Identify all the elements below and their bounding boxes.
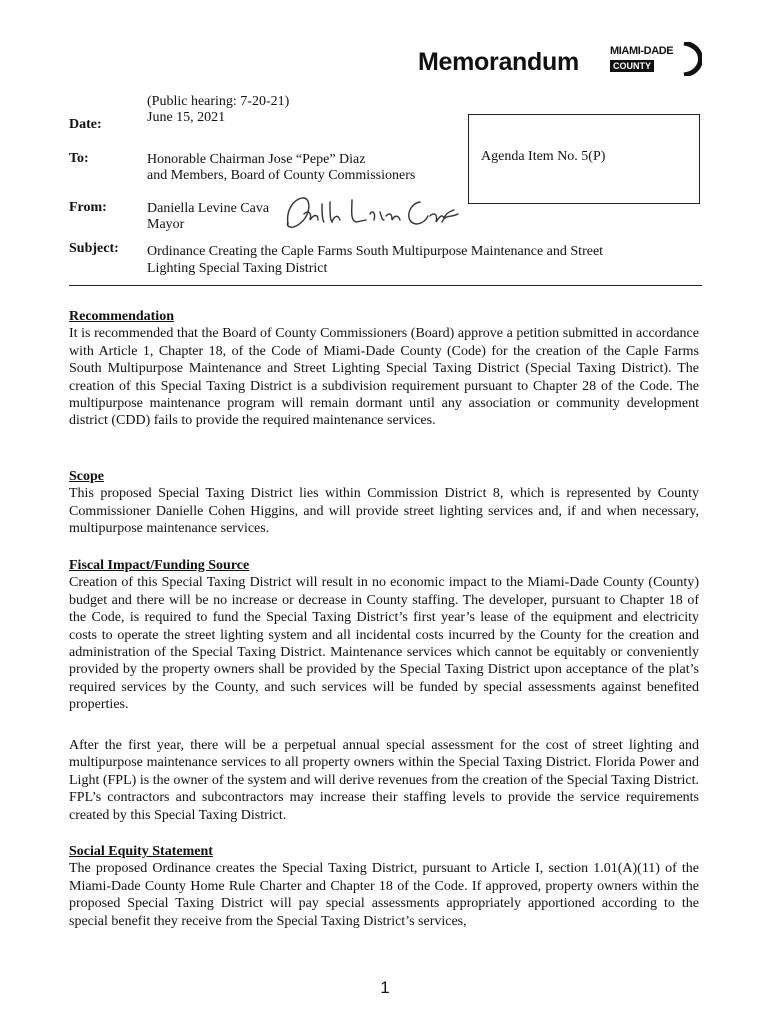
agenda-item-text: Agenda Item No. 5(P)	[481, 149, 606, 164]
subject-label: Subject:	[69, 241, 119, 256]
equity-text: The proposed Ordinance creates the Special Taxing District, pursuant to Article I, section 1.01(A)(11) of the Miami-Dade County Home Rule Charter and Chapter 18 of the Code. If approved, property owners within the proposed Special Taxing District will pay special assessments appropriately apportioned according to the special benefit they receive from the Special Taxing District’s services,	[69, 861, 699, 929]
to-label: To:	[69, 151, 89, 166]
scope-text: This proposed Special Taxing District lies within Commission District 8, which is represented by County Commissioner Danielle Cohen Higgins, and will provide street lighting services and, if and when necessary, multipurpose maintenance services.	[69, 486, 699, 537]
equity-section	[69, 843, 699, 930]
date-value: June 15, 2021	[147, 110, 226, 125]
logo-arc-icon	[682, 42, 702, 76]
fiscal-text-2: After the first year, there will be a perpetual annual special assessment for the cost of street lighting and multipurpose maintenance services to all property owners within the Special Taxing District. Florida Power and Light (FPL) is the owner of the system and will derive revenues from the creation of the Special Taxing District. FPL’s contractors and subcontractors may increase their staffing levels to provide the service requirements created by this Special Taxing District.	[69, 738, 699, 823]
from-line-1: Daniella Levine Cava	[147, 201, 270, 216]
subject-line-1: Ordinance Creating the Caple Farms South Multipurpose Maintenance and Street	[147, 244, 604, 259]
memo-title: Memorandum	[418, 48, 579, 76]
page-number: 1	[380, 978, 390, 997]
fiscal-section	[69, 557, 699, 714]
equity-heading: Social Equity Statement	[69, 844, 213, 859]
fiscal-heading: Fiscal Impact/Funding Source	[69, 558, 250, 573]
scope-heading: Scope	[69, 469, 104, 484]
logo-text-line2: COUNTY	[610, 60, 654, 72]
fiscal-text: Creation of this Special Taxing District will result in no economic impact to the Miami-Dade County (County) budget and there will be no increase or decrease in County staffing. The developer, pursuant to Chapter 18 of the Code, is required to fund the Special Taxing District’s first year’s lease of the equipment and electricity costs to operate the street lighting system and all incidental costs incurred by the County for the creation and administration of the Special Taxing District. Maintenance services which cannot be equitably or conveniently provided by the property owners shall be provided by the Special Taxing District upon acceptance of the plat’s required services by the County, and such services will be funded by special assessments against benefited properties.	[69, 575, 699, 713]
date-label: Date:	[69, 117, 102, 132]
subject-line-2: Lighting Special Taxing District	[147, 261, 328, 276]
recommendation-text: It is recommended that the Board of County Commissioners (Board) approve a petition submitted in accordance with Article 1, Chapter 18, of the Code of Miami-Dade County (Code) for the creation of the Caple Farms South Multipurpose Maintenance and Street Lighting Special Taxing District (Special Taxing District). The creation of this Special Taxing District is a subdivision requirement pursuant to Chapter 28 of the Code. The multipurpose maintenance program will remain dormant until any association or community development district (CDD) fails to provide the required maintenance services.	[69, 326, 699, 429]
recommendation-section	[69, 308, 699, 430]
date-note: (Public hearing: 7-20-21)	[147, 94, 290, 109]
miami-dade-county-logo	[608, 41, 704, 77]
from-line-2: Mayor	[147, 217, 185, 232]
fiscal-section-continued	[69, 737, 699, 824]
to-line-2: and Members, Board of County Commissioners	[147, 168, 416, 183]
logo-text-line1: MIAMI-DADE	[610, 45, 674, 57]
to-line-1: Honorable Chairman Jose “Pepe” Diaz	[147, 152, 366, 167]
scope-section	[69, 468, 699, 538]
agenda-item-box	[468, 114, 700, 204]
header-divider	[69, 285, 702, 286]
mayor-signature	[282, 192, 467, 236]
recommendation-heading: Recommendation	[69, 309, 174, 324]
from-label: From:	[69, 200, 107, 215]
